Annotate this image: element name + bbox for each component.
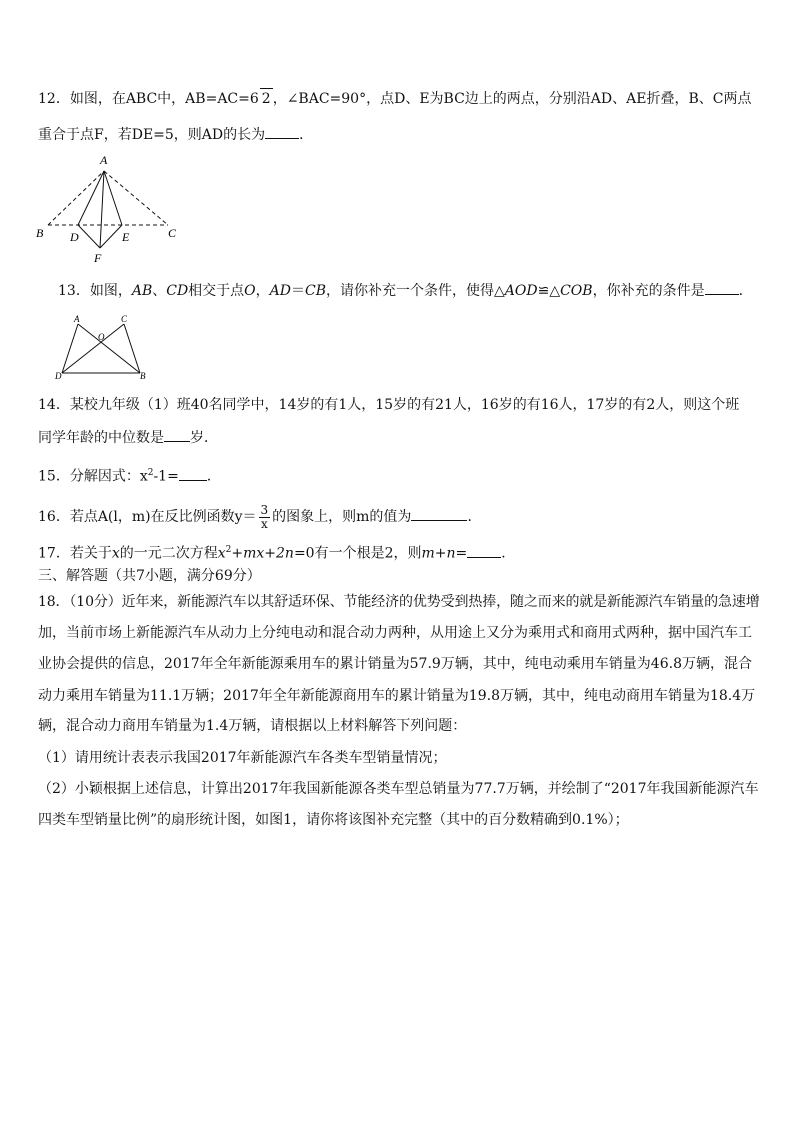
q13-t-b: AB <box>131 283 153 299</box>
q14-line-2 <box>38 427 218 448</box>
q16-text-b: 的图象上，则m的值为 <box>272 509 412 525</box>
q13-t-d: CD <box>166 283 189 299</box>
fraction-denominator: x <box>260 516 268 531</box>
label-d: D <box>70 230 79 244</box>
q18-part-1 <box>38 748 447 768</box>
label-d: D <box>55 371 62 380</box>
q13-t-h: AD <box>269 283 291 299</box>
q16-text-c: ． <box>467 509 482 525</box>
answer-blank <box>705 280 739 295</box>
q17-var-x: x <box>111 545 120 562</box>
q12-text-1a: 12．如图，在ABC中，AB=AC=6 <box>38 91 259 107</box>
q17-eq-2: +mx+2n <box>231 545 294 562</box>
q13-t-f: O <box>244 283 256 299</box>
q17-text-b: 的一元二次方程 <box>119 545 218 562</box>
answer-blank <box>411 506 467 521</box>
q17-sup: 2 <box>225 545 232 555</box>
q17-text-d: ． <box>501 545 516 562</box>
q18-part-2-text-2: 四类车型销量比例”的扇形统计图，如图1，请你将该图补充完整（其中的百分数精确到0.1%）； <box>38 812 629 828</box>
q14-text-1: 14．某校九年级（1）班40名同学中，14岁的有1人，15岁的有21人，16岁的有16人，17岁的有2人，则这个班 <box>38 397 740 413</box>
q13-t-e: 相交于点 <box>188 283 245 299</box>
label-e: E <box>122 230 130 244</box>
label-a: A <box>74 314 80 324</box>
q14-line-1 <box>38 395 739 415</box>
q18-line-1 <box>38 592 760 612</box>
q13-t-m: ≌△ <box>537 283 561 299</box>
q13-t-l: AOD <box>504 283 538 299</box>
q18-text-5: 辆，混合动力商用车销量为1.4万辆，请根据以上材料解答下列问题： <box>38 718 467 734</box>
q18-line-3 <box>38 654 752 674</box>
q13-figure <box>54 312 150 380</box>
q13-t-o: ，你补充的条件是 <box>592 283 705 299</box>
q12-line-2 <box>38 124 313 145</box>
q18-part-2-text-1: （2）小颖根据上述信息，计算出2017年我国新能源各类车型总销量为77.7万辆，并绘制了“2017年我国新能源汽车 <box>38 781 759 797</box>
q17-eq-1: x <box>217 545 226 562</box>
section-heading <box>38 566 261 586</box>
q17-text-a: 17．若关于 <box>38 545 112 562</box>
q18-line-4 <box>38 686 755 706</box>
q15-sup: 2 <box>147 468 154 478</box>
section-heading-text: 三、解答题（共7小题，满分69分） <box>38 568 261 584</box>
q13-t-a: 13．如图， <box>58 283 132 299</box>
label-a: A <box>100 153 108 167</box>
q17-text-b2: =0有一个根是2，则 <box>293 545 422 562</box>
q13-t-p: ． <box>738 283 753 299</box>
q18-text-2: 加，当前市场上新能源汽车从动力上分纯电动和混合动力两种，从用途上又分为乘用式和商用式两种，据中国汽车工 <box>38 625 752 641</box>
q13-t-j: CB <box>305 283 326 299</box>
q12-text-1c: ，∠BAC=90°，点D、E为BC边上的两点，分别沿AD、AE折叠，B、C两点 <box>272 91 752 107</box>
q12-figure <box>36 152 182 264</box>
label-c: C <box>168 226 177 240</box>
q15-text-a: 15．分解因式：x <box>38 468 148 485</box>
q18-text-3: 业协会提供的信息，2017年全年新能源乘用车的累计销量为57.9万辆，其中，纯电动乘用车销量为46.8万辆，混合 <box>38 656 752 672</box>
q13-t-c: 、 <box>152 283 167 299</box>
sqrt-two <box>260 88 273 109</box>
q16-text-a: 16．若点A(l，m)在反比例函数y＝ <box>38 509 257 525</box>
q18-line-2 <box>38 623 752 643</box>
fraction-numerator: 3 <box>260 502 269 517</box>
sqrt-radicand: 2 <box>261 91 271 107</box>
q18-text-1: 18．（10分）近年来，新能源汽车以其舒适环保、节能经济的优势受到热捧，随之而来的就是新能源汽车销量的急速增 <box>38 594 760 610</box>
q18-part-2-line-2 <box>38 810 629 830</box>
answer-blank <box>265 124 299 139</box>
label-f: F <box>94 251 102 264</box>
q13-t-n: COB <box>560 283 593 299</box>
q13-line <box>58 280 753 301</box>
q13-t-i: ＝ <box>291 283 305 299</box>
q13-t-g: ， <box>255 283 270 299</box>
q12-text-2b: ． <box>299 127 314 143</box>
q18-part-1-text: （1）请用统计表表示我国2017年新能源汽车各类车型销量情况； <box>38 750 447 766</box>
fraction <box>259 504 271 531</box>
answer-blank <box>179 466 207 481</box>
q18-line-5 <box>38 716 466 736</box>
q17-line <box>38 540 515 564</box>
q15-text-c: ． <box>206 468 221 485</box>
q18-part-2-line-1 <box>38 779 759 799</box>
q15-line <box>38 463 221 487</box>
answer-blank <box>467 543 501 558</box>
q13-t-k: ，请你补充一个条件，使得△ <box>326 283 505 299</box>
q12-line-1 <box>38 88 751 109</box>
answer-blank <box>164 427 190 442</box>
q15-text-b: -1= <box>153 468 179 485</box>
q17-mn: m+n <box>421 545 456 562</box>
q17-text-c: = <box>455 545 468 562</box>
q12-text-2a: 重合于点F，若DE=5，则AD的长为 <box>38 127 266 143</box>
label-b: B <box>36 226 44 240</box>
q14-text-2a: 同学年龄的中位数是 <box>38 430 164 446</box>
label-c: C <box>121 314 128 324</box>
label-o: O <box>98 332 105 342</box>
q16-line <box>38 500 481 534</box>
q18-text-4: 动力乘用车销量为11.1万辆；2017年全年新能源商用车的累计销量为19.8万辆，其中，纯电动商用车销量为18.4万 <box>38 688 756 704</box>
label-b: B <box>140 371 146 380</box>
q14-text-2b: 岁． <box>190 430 218 446</box>
